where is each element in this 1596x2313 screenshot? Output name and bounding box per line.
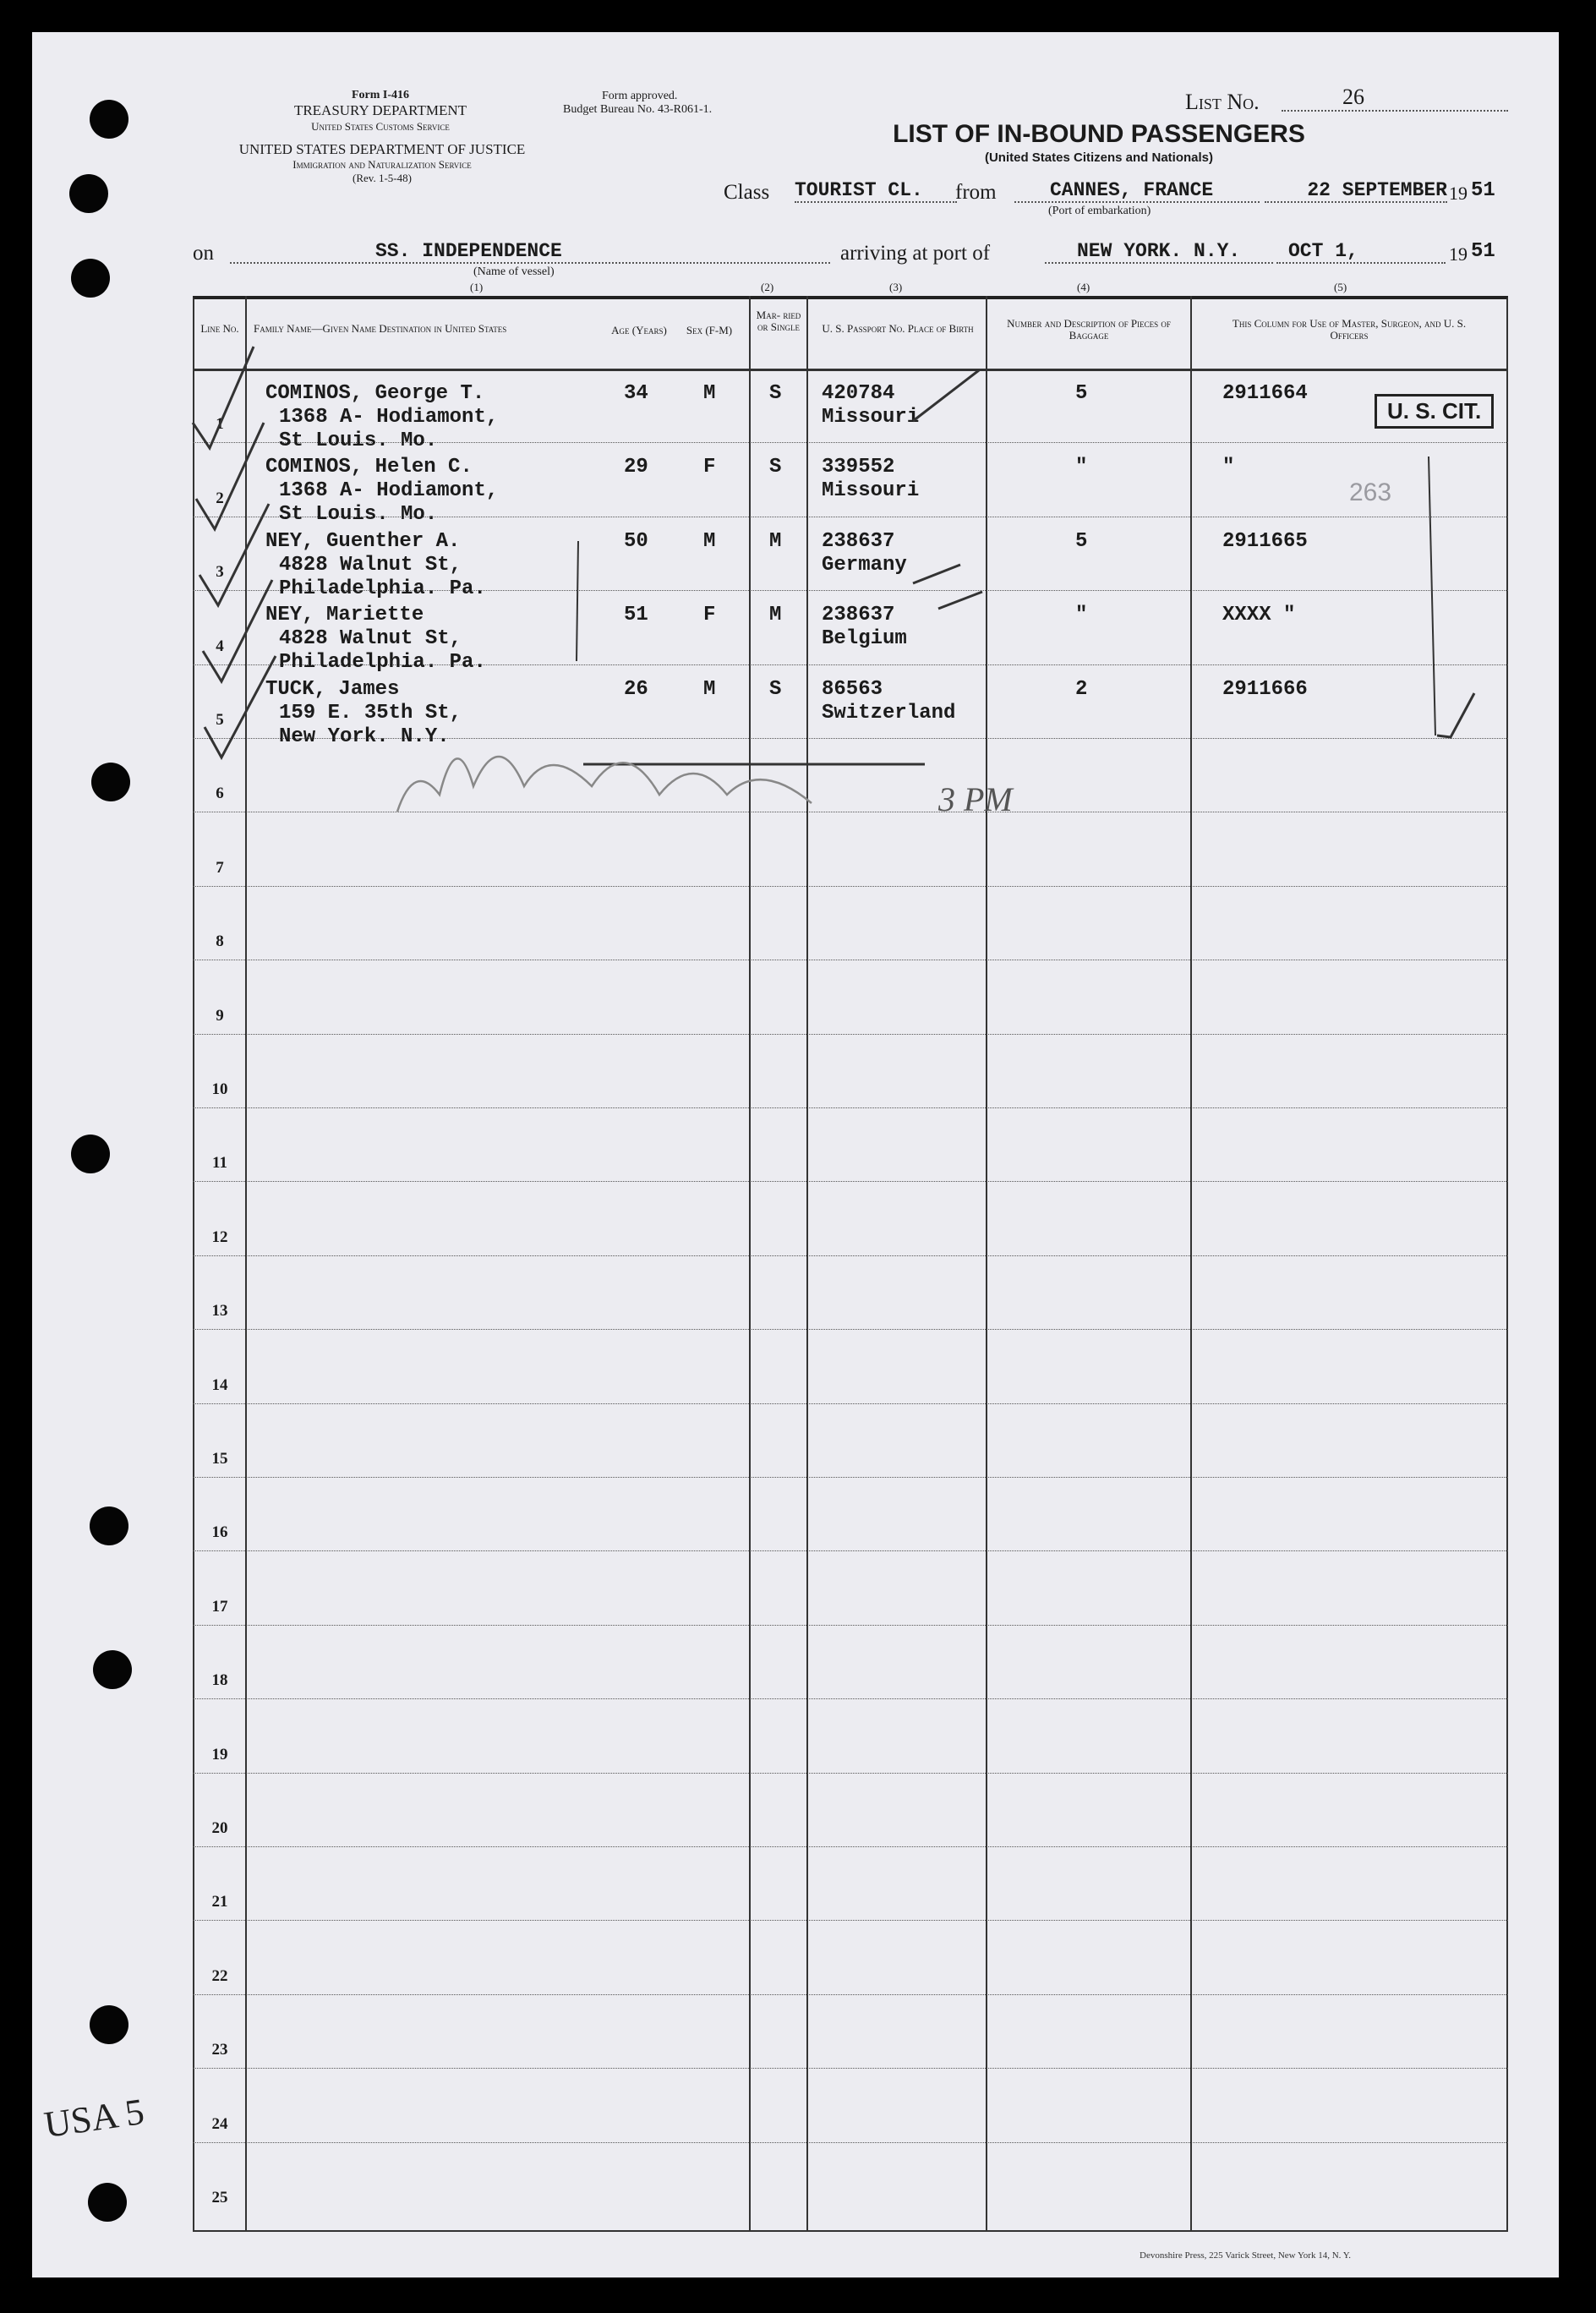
passenger-sex: M [703,529,716,553]
passport-tick [913,370,979,421]
class-label: Class [724,181,770,204]
line-number: 21 [211,1893,228,1911]
line-number: 23 [211,2041,228,2059]
officer-code: 2911664 [1222,382,1308,405]
passenger-sex: M [703,382,716,405]
port-caption: (Port of embarkation) [1048,205,1151,217]
line-number: 7 [216,858,224,877]
place-of-birth: Belgium [822,627,907,651]
passenger-city: Philadelphia. Pa. [279,651,486,675]
line-number: 17 [211,1597,228,1616]
passenger-age: 34 [624,382,648,405]
arrival-port: NEW YORK. N.Y. [1045,240,1273,264]
passenger-marital: S [769,382,782,405]
passenger-name: TUCK, James [265,677,400,701]
treasury-dept: TREASURY DEPARTMENT [293,102,467,118]
passenger-sex: F [703,604,716,627]
passenger-address: 4828 Walnut St, [279,553,462,577]
col-num-3: (3) [889,281,903,293]
vessel-caption: (Name of vessel) [473,265,555,278]
list-no-label: List No. [1185,90,1260,114]
passenger-address: 1368 A- Hodiamont, [279,406,499,429]
ins-service: Immigration and Naturalization Service [292,158,472,171]
baggage-count: 2 [1075,677,1088,701]
passenger-marital: S [769,677,782,701]
passport-tick [938,592,982,609]
passenger-name: COMINOS, Helen C. [265,456,473,479]
passenger-name: NEY, Guenther A. [265,529,461,553]
col-header-name: Family Name—Given Name Destination in United States [254,322,507,335]
officer-code: 2911665 [1222,529,1308,553]
passenger-marital: M [769,529,782,553]
arrival-year-suffix: 51 [1471,240,1495,263]
passport-number: 238637 [822,604,895,627]
place-of-birth: Missouri [822,479,920,503]
passenger-city: St Louis. Mo. [279,429,438,452]
col-header-sex: Sex (F-M) [686,324,733,336]
col-num-2: (2) [761,281,774,293]
departure-date: 22 SEPTEMBER [1265,179,1447,203]
bracket-mark [577,541,578,661]
stamp-number: 263 [1349,478,1392,506]
place-of-birth: Switzerland [822,701,956,725]
arriving-label: arriving at port of [840,242,991,265]
baggage-count: " [1075,604,1088,627]
year-prefix: 19 [1449,183,1468,204]
officer-code: 2911666 [1222,677,1308,701]
port-embarkation: CANNES, FRANCE [1014,179,1260,203]
line-number: 15 [211,1450,228,1468]
passenger-sex: F [703,456,716,479]
col-header-married: Mar- ried or Single [756,309,801,333]
line-number: 20 [211,1819,228,1837]
place-of-birth: Germany [822,553,907,577]
budget-bureau: Budget Bureau No. 43-R061-1. [563,103,713,116]
passenger-name: NEY, Mariette [265,604,424,627]
passenger-address: 1368 A- Hodiamont, [279,479,499,503]
line-number: 12 [211,1228,228,1246]
class-value: TOURIST CL. [795,179,957,203]
line-number: 19 [211,1745,228,1763]
year-suffix: 51 [1471,179,1495,202]
justice-dept: UNITED STATES DEPARTMENT OF JUSTICE [238,141,526,157]
form-approved: Form approved. [602,90,678,102]
from-label: from [955,181,997,204]
handwritten-time: 3 PM [938,780,1013,818]
printer-footer: Devonshire Press, 225 Varick Street, New York 14, N. Y. [1140,2250,1352,2261]
line-number: 25 [211,2189,228,2206]
line-number: 4 [216,637,224,655]
passenger-marital: S [769,456,782,479]
col-num-5: (5) [1334,281,1347,293]
check-mark [193,347,254,448]
passenger-marital: M [769,604,782,627]
verify-line [1429,457,1435,735]
passenger-age: 50 [624,529,648,553]
line-number: 9 [216,1006,224,1025]
line-number: 18 [211,1671,228,1690]
arrival-year-prefix: 19 [1449,243,1468,265]
us-citizen-stamp: U. S. CIT. [1375,394,1494,429]
passport-tick [913,565,960,583]
passenger-city: New York. N.Y. [279,725,450,748]
passport-number: 238637 [822,529,895,553]
line-number: 11 [212,1154,227,1173]
baggage-count: 5 [1075,529,1088,553]
col-header-line: Line No. [200,322,239,335]
line-number: 6 [216,785,224,803]
list-no-value: 26 [1282,85,1508,112]
passport-number: 339552 [822,456,895,479]
passenger-city: Philadelphia. Pa. [279,577,486,600]
passenger-age: 26 [624,677,648,701]
customs-service: United States Customs Service [311,120,450,133]
passenger-city: St Louis. Mo. [279,503,438,527]
baggage-count: " [1075,456,1088,479]
line-number: 3 [216,563,224,582]
officer-code: " [1222,456,1235,479]
arrival-date: OCT 1, [1276,240,1446,264]
page-subtitle: (United States Citizens and Nationals) [984,150,1214,165]
on-label: on [193,242,214,265]
baggage-count: 5 [1075,382,1088,405]
col-header-age: Age (Years) [611,324,667,336]
line-number: 2 [216,489,224,507]
line-number: 8 [216,932,224,951]
col-num-1: (1) [470,281,484,293]
passenger-sex: M [703,677,716,701]
margin-note: USA 5 [41,2090,147,2146]
line-number: 24 [211,2114,228,2133]
passenger-age: 51 [624,604,648,627]
line-number: 16 [211,1523,228,1542]
line-number: 14 [211,1375,228,1394]
passenger-name: COMINOS, George T. [265,382,485,405]
passenger-age: 29 [624,456,648,479]
col-num-4: (4) [1077,281,1090,293]
col-header-officers: This Column for Use of Master, Surgeon, and U. S. Officers [1232,317,1467,342]
line-number: 10 [211,1080,228,1098]
line-number: 13 [211,1302,228,1321]
passenger-address: 4828 Walnut St, [279,627,462,651]
check-mark [1437,693,1474,737]
passport-number: 86563 [822,677,883,701]
line-number: 1 [216,415,224,434]
officer-code: XXXX " [1222,604,1296,627]
vessel-name: SS. INDEPENDENCE [230,240,830,264]
place-of-birth: Missouri [822,406,920,429]
line-number: 22 [211,1966,228,1985]
passenger-address: 159 E. 35th St, [279,701,462,725]
form-number: Form I-416 [351,89,410,101]
col-header-passport: U. S. Passport No. Place of Birth [822,322,974,335]
check-mark [196,423,264,529]
line-number: 5 [216,711,224,729]
col-header-baggage: Number and Description of Pieces of Baggage [1007,317,1171,342]
page-title: LIST OF IN-BOUND PASSENGERS [893,120,1305,148]
passport-number: 420784 [822,382,895,405]
revision: (Rev. 1-5-48) [353,172,412,184]
